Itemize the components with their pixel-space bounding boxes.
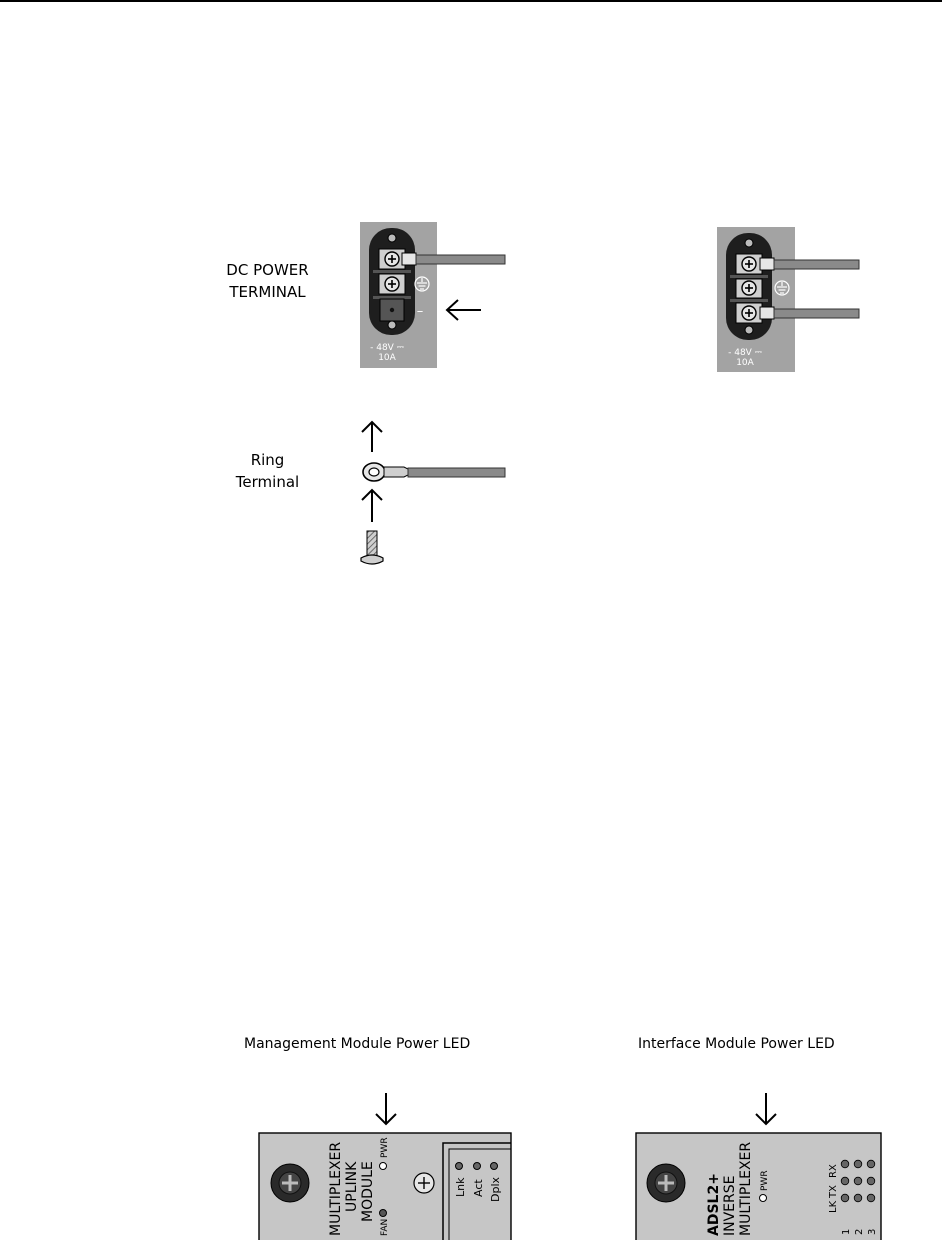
positive-power-wire	[774, 260, 859, 269]
up-arrow-top-icon	[362, 422, 382, 452]
bottom-mount-screw-icon	[388, 321, 396, 329]
dplx-label: Dplx	[489, 1176, 502, 1202]
power-wire	[416, 255, 505, 264]
ring-wire	[408, 468, 505, 477]
mgmt-fan-led	[380, 1210, 387, 1217]
dc-label-line2: TERMINAL	[229, 283, 306, 301]
thumbscrew-icon	[647, 1164, 685, 1202]
interface-module-faceplate	[636, 1133, 881, 1240]
act-label: Act	[472, 1179, 485, 1197]
iface-text-line1: ADSL2+	[706, 1173, 722, 1236]
rating-voltage-left: - 48V ⎓	[370, 343, 404, 353]
management-module-faceplate	[259, 1133, 511, 1240]
dplx-led	[491, 1163, 498, 1170]
rx-label: RX	[828, 1164, 839, 1178]
iface-down-arrow-icon	[756, 1093, 776, 1124]
mgmt-power-led	[380, 1163, 387, 1170]
port-2-label: 2	[854, 1228, 865, 1235]
mgmt-fan-label: FAN	[380, 1218, 390, 1236]
mgmt-pwr-label: PWR	[380, 1137, 390, 1158]
lnk-led	[456, 1163, 463, 1170]
tx-label: TX	[828, 1185, 839, 1198]
port-led-grid	[841, 1160, 875, 1202]
act-led	[474, 1163, 481, 1170]
screw-icon	[361, 531, 383, 564]
wire-lug	[402, 253, 416, 265]
port-3-label: 3	[867, 1228, 878, 1235]
ring-label-line1: Ring	[250, 451, 285, 469]
thumbscrew-icon	[271, 1164, 309, 1202]
iface-power-led	[760, 1195, 767, 1202]
small-screw-icon	[414, 1173, 434, 1193]
mgmt-down-arrow-icon	[376, 1093, 396, 1124]
ring-label-line2: Terminal	[235, 473, 300, 491]
rating-voltage-right: - 48V ⎓	[728, 348, 762, 358]
iface-text-line2: INVERSE	[722, 1175, 738, 1236]
up-arrow-bottom-icon	[362, 490, 382, 522]
iface-text-line3: MULTIPLEXER	[738, 1141, 754, 1236]
minus-sign: –	[416, 304, 424, 319]
top-mount-screw-icon	[388, 234, 396, 242]
mgmt-text-line2: UPLINK	[344, 1161, 360, 1212]
lnk-label: Lnk	[454, 1177, 467, 1197]
rating-current-left: 10A	[378, 353, 396, 363]
dc-terminal-right	[717, 227, 859, 372]
interface-module-led-caption: Interface Module Power LED	[638, 1036, 835, 1052]
ring-terminal-icon	[363, 463, 505, 481]
rating-current-right: 10A	[736, 358, 754, 368]
lk-label: LK	[828, 1200, 839, 1213]
left-arrow-icon	[447, 300, 481, 320]
dc-label-line1: DC POWER	[226, 261, 309, 279]
management-module-led-caption: Management Module Power LED	[244, 1036, 471, 1052]
iface-pwr-label: PWR	[760, 1170, 770, 1191]
negative-power-wire	[774, 309, 859, 318]
dc-terminal-left	[360, 222, 505, 368]
mgmt-text-line1: MULTIPLEXER	[328, 1141, 344, 1236]
mgmt-text-line3: MODULE	[360, 1161, 376, 1222]
port-1-label: 1	[841, 1228, 852, 1235]
